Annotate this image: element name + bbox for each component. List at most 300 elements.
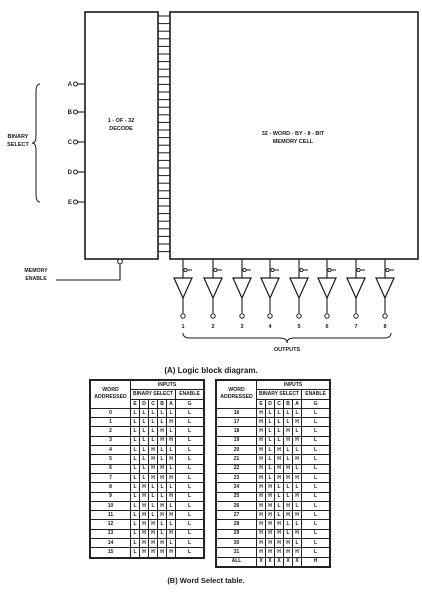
bit-cell: H <box>284 427 293 436</box>
enable-cell: L <box>302 464 330 473</box>
bit-cell: H <box>158 464 167 473</box>
bit-cell: H <box>275 520 284 529</box>
bit-cell: H <box>293 473 302 482</box>
table-row <box>217 529 330 538</box>
word-select-table-left <box>90 380 204 558</box>
decoder-label-line2: DECODE <box>109 126 133 132</box>
table-row <box>91 529 204 538</box>
bit-cell: H <box>149 529 158 538</box>
bit-cell: H <box>140 511 149 520</box>
decoder-label-line1: 1 - OF - 32 <box>107 118 135 124</box>
caption-a: (A) Logic block diagram. <box>164 366 258 375</box>
bit-cell: H <box>275 539 284 548</box>
table-row <box>217 548 330 557</box>
decoder-block <box>85 12 158 259</box>
bit-cell: H <box>140 483 149 492</box>
bit-cell: H <box>293 511 302 520</box>
bit-cell: L <box>149 492 158 501</box>
table-row <box>91 427 204 436</box>
word-cell: 27 <box>217 511 257 520</box>
word-cell: 26 <box>217 501 257 510</box>
table-row <box>217 455 330 464</box>
enable-cell: L <box>176 483 204 492</box>
output-enable-bubble <box>386 268 389 271</box>
word-cell: 11 <box>91 511 131 520</box>
table-row <box>217 483 330 492</box>
bit-cell: L <box>140 436 149 445</box>
bit-cell: L <box>167 520 176 529</box>
bit-cell: L <box>275 492 284 501</box>
header-binary-select: BINARY SELECT <box>257 390 302 399</box>
enable-cell: L <box>302 520 330 529</box>
bit-cell: L <box>266 446 275 455</box>
table-row <box>217 492 330 501</box>
bit-cell: H <box>140 548 149 557</box>
bit-cell: L <box>275 418 284 427</box>
table-row <box>217 464 330 473</box>
output-terminal <box>211 314 215 318</box>
bit-cell: L <box>149 408 158 417</box>
input-label-c: C <box>67 140 72 146</box>
word-cell: 18 <box>217 427 257 436</box>
word-cell: 16 <box>217 408 257 417</box>
bit-cell: L <box>293 483 302 492</box>
bit-cell: H <box>266 520 275 529</box>
bit-cell: L <box>149 501 158 510</box>
bit-cell: L <box>131 446 140 455</box>
bit-cell: H <box>140 539 149 548</box>
bit-cell: H <box>158 548 167 557</box>
table-row <box>217 501 330 510</box>
output-buffer-triangle <box>290 278 308 298</box>
enable-cell: L <box>302 492 330 501</box>
bit-cell: L <box>149 483 158 492</box>
word-cell: 9 <box>91 492 131 501</box>
bit-cell: L <box>131 492 140 501</box>
word-cell: 22 <box>217 464 257 473</box>
bit-cell: H <box>167 492 176 501</box>
memory-enable-label-line2: ENABLE <box>25 276 47 282</box>
word-cell: 2 <box>91 427 131 436</box>
output-terminal <box>297 314 301 318</box>
bit-cell: X <box>293 557 302 566</box>
table-row <box>217 557 330 566</box>
bit-header-d: D <box>266 399 275 408</box>
bit-cell: L <box>275 483 284 492</box>
bit-cell: H <box>257 548 266 557</box>
output-buffer-triangle <box>174 278 192 298</box>
bit-cell: H <box>257 492 266 501</box>
bit-header-b: B <box>284 399 293 408</box>
bit-cell: L <box>266 464 275 473</box>
bit-cell: H <box>257 408 266 417</box>
bit-header-e: E <box>257 399 266 408</box>
output-number-5: 5 <box>297 324 301 330</box>
table-row <box>217 408 330 417</box>
bit-cell: H <box>275 464 284 473</box>
output-enable-bubble <box>271 268 274 271</box>
binary-select-brace <box>32 84 40 202</box>
bit-cell: H <box>167 418 176 427</box>
bit-cell: L <box>167 446 176 455</box>
word-cell: 21 <box>217 455 257 464</box>
bit-cell: L <box>275 436 284 445</box>
bit-cell: L <box>158 492 167 501</box>
bit-cell: H <box>284 511 293 520</box>
bit-cell: H <box>167 436 176 445</box>
bit-cell: X <box>275 557 284 566</box>
bit-header-a: A <box>167 399 176 408</box>
enable-cell: L <box>302 446 330 455</box>
bit-cell: X <box>257 557 266 566</box>
bit-cell: H <box>257 501 266 510</box>
bit-cell: L <box>131 464 140 473</box>
bit-cell: H <box>257 436 266 445</box>
bit-cell: H <box>284 539 293 548</box>
table-row <box>217 446 330 455</box>
table-row <box>91 548 204 557</box>
output-enable-bubble <box>184 268 187 271</box>
bit-cell: L <box>158 529 167 538</box>
bit-cell: L <box>293 446 302 455</box>
bit-cell: L <box>266 408 275 417</box>
bit-cell: L <box>266 418 275 427</box>
input-label-b: B <box>67 110 72 116</box>
bit-cell: L <box>131 511 140 520</box>
bit-cell: L <box>140 464 149 473</box>
bit-cell: H <box>266 539 275 548</box>
enable-cell: L <box>176 464 204 473</box>
bit-cell: H <box>167 548 176 557</box>
bit-cell: H <box>158 511 167 520</box>
enable-cell: L <box>176 539 204 548</box>
enable-cell: L <box>302 501 330 510</box>
header-word-addressed: WORD ADDRESSED <box>91 381 131 409</box>
bit-cell: L <box>284 529 293 538</box>
output-buffer-triangle <box>261 278 279 298</box>
bit-cell: H <box>284 473 293 482</box>
bit-cell: L <box>167 427 176 436</box>
output-number-1: 1 <box>181 324 185 330</box>
table-row <box>217 520 330 529</box>
enable-header-g: G <box>302 399 330 408</box>
bit-cell: L <box>266 473 275 482</box>
table-body-left <box>91 408 204 557</box>
output-buffer-triangle <box>376 278 394 298</box>
bit-cell: H <box>140 501 149 510</box>
word-cell: 30 <box>217 539 257 548</box>
input-label-a: A <box>67 82 72 88</box>
bit-cell: H <box>293 529 302 538</box>
bit-cell: L <box>275 408 284 417</box>
bit-cell: L <box>284 408 293 417</box>
bit-cell: H <box>158 539 167 548</box>
output-terminal <box>354 314 358 318</box>
bit-cell: H <box>257 483 266 492</box>
bit-cell: H <box>257 473 266 482</box>
bit-cell: H <box>266 501 275 510</box>
bit-cell: L <box>293 408 302 417</box>
bit-cell: H <box>257 464 266 473</box>
bit-cell: X <box>284 557 293 566</box>
word-cell: 15 <box>91 548 131 557</box>
bit-cell: L <box>140 427 149 436</box>
bit-cell: L <box>284 418 293 427</box>
binary-select-inputs <box>32 82 85 206</box>
bit-cell: H <box>167 511 176 520</box>
table-row <box>91 492 204 501</box>
bit-cell: L <box>266 436 275 445</box>
bit-cell: H <box>293 455 302 464</box>
word-cell: 17 <box>217 418 257 427</box>
enable-cell: L <box>302 511 330 520</box>
bit-cell: H <box>275 529 284 538</box>
bit-cell: H <box>293 492 302 501</box>
bit-cell: L <box>167 464 176 473</box>
memory-enable-inverter-bubble <box>118 259 123 264</box>
bit-cell: L <box>131 548 140 557</box>
output-buffer-triangle <box>318 278 336 298</box>
input-terminal <box>74 110 78 114</box>
output-enable-bubble <box>328 268 331 271</box>
output-buffer-triangle <box>204 278 222 298</box>
output-terminal <box>181 314 185 318</box>
bit-cell: H <box>284 548 293 557</box>
outputs-brace <box>183 333 391 343</box>
bit-cell: H <box>167 455 176 464</box>
output-enable-bubble <box>300 268 303 271</box>
enable-cell: L <box>302 539 330 548</box>
enable-cell: H <box>302 557 330 566</box>
output-terminal <box>325 314 329 318</box>
output-buffer-triangle <box>233 278 251 298</box>
bit-cell: H <box>149 473 158 482</box>
table-row <box>91 418 204 427</box>
word-cell: 13 <box>91 529 131 538</box>
enable-cell: L <box>176 492 204 501</box>
bit-cell: H <box>275 446 284 455</box>
word-cell: 6 <box>91 464 131 473</box>
bit-cell: H <box>257 455 266 464</box>
output-number-3: 3 <box>240 324 244 330</box>
word-cell: 5 <box>91 455 131 464</box>
bit-cell: H <box>275 473 284 482</box>
table-row <box>217 539 330 548</box>
output-buffers <box>174 259 394 330</box>
output-enable-bubble <box>357 268 360 271</box>
bit-cell: L <box>275 501 284 510</box>
bit-cell: H <box>257 511 266 520</box>
enable-cell: L <box>176 511 204 520</box>
output-terminal <box>268 314 272 318</box>
word-cell: 1 <box>91 418 131 427</box>
word-cell: 20 <box>217 446 257 455</box>
input-terminal <box>74 140 78 144</box>
word-cell: 25 <box>217 492 257 501</box>
bit-cell: L <box>131 529 140 538</box>
bit-cell: L <box>167 408 176 417</box>
memory-enable-line <box>56 264 120 280</box>
word-cell: 8 <box>91 483 131 492</box>
bit-cell: L <box>131 539 140 548</box>
bit-cell: L <box>293 539 302 548</box>
word-cell: 29 <box>217 529 257 538</box>
bit-cell: H <box>266 529 275 538</box>
input-terminal <box>74 200 78 204</box>
output-enable-bubble <box>214 268 217 271</box>
bit-cell: H <box>167 529 176 538</box>
enable-cell: L <box>302 418 330 427</box>
output-number-2: 2 <box>211 324 215 330</box>
output-terminal <box>240 314 244 318</box>
bit-cell: H <box>284 436 293 445</box>
outputs-label: OUTPUTS <box>273 347 301 353</box>
bit-cell: H <box>257 446 266 455</box>
bit-cell: H <box>266 483 275 492</box>
bit-cell: L <box>149 427 158 436</box>
binary-select-label-line2: SELECT <box>7 142 29 148</box>
bit-cell: L <box>293 520 302 529</box>
table-row <box>91 436 204 445</box>
bit-cell: L <box>293 464 302 473</box>
output-number-4: 4 <box>268 324 272 330</box>
bit-cell: H <box>149 446 158 455</box>
bit-cell: L <box>131 436 140 445</box>
bit-cell: L <box>131 483 140 492</box>
enable-cell: L <box>302 548 330 557</box>
bit-cell: L <box>131 473 140 482</box>
header-inputs: INPUTS <box>131 381 204 390</box>
bit-header-d: D <box>140 399 149 408</box>
word-cell: 0 <box>91 408 131 417</box>
bit-cell: H <box>257 427 266 436</box>
memory-label-line2: MEMORY CELL <box>272 139 314 145</box>
bit-cell: H <box>158 427 167 436</box>
word-cell: ALL <box>217 557 257 566</box>
bit-cell: L <box>149 511 158 520</box>
enable-cell: L <box>176 408 204 417</box>
table-row <box>217 473 330 482</box>
bit-cell: L <box>158 455 167 464</box>
bit-cell: L <box>284 446 293 455</box>
bit-cell: H <box>293 418 302 427</box>
bit-cell: L <box>284 455 293 464</box>
bit-cell: L <box>140 473 149 482</box>
bit-cell: H <box>149 548 158 557</box>
enable-cell: L <box>302 427 330 436</box>
word-cell: 23 <box>217 473 257 482</box>
bit-cell: H <box>275 548 284 557</box>
table-row <box>217 418 330 427</box>
enable-cell: L <box>302 436 330 445</box>
bit-cell: L <box>158 446 167 455</box>
bit-cell: L <box>131 418 140 427</box>
header-binary-select: BINARY SELECT <box>131 390 176 399</box>
table-row <box>91 473 204 482</box>
binary-select-label-line1: BINARY <box>7 134 29 140</box>
decode-lines <box>158 16 170 252</box>
word-cell: 4 <box>91 446 131 455</box>
enable-cell: L <box>176 446 204 455</box>
input-label-d: D <box>67 170 72 176</box>
word-cell: 10 <box>91 501 131 510</box>
caption-b: (B) Word Select table. <box>167 576 245 585</box>
bit-cell: L <box>131 455 140 464</box>
enable-header-g: G <box>176 399 204 408</box>
bit-header-a: A <box>293 399 302 408</box>
bit-cell: L <box>293 427 302 436</box>
word-cell: 12 <box>91 520 131 529</box>
bit-cell: H <box>257 418 266 427</box>
bit-cell: L <box>266 427 275 436</box>
header-inputs: INPUTS <box>257 381 330 390</box>
header-word-addressed: WORD ADDRESSED <box>217 381 257 409</box>
word-cell: 14 <box>91 539 131 548</box>
output-number-7: 7 <box>354 324 358 330</box>
bit-cell: L <box>293 501 302 510</box>
bit-cell: H <box>266 548 275 557</box>
header-enable: ENABLE <box>176 390 204 399</box>
bit-cell: H <box>293 548 302 557</box>
table-row <box>91 408 204 417</box>
bit-cell: L <box>158 520 167 529</box>
table-row <box>91 483 204 492</box>
output-enable-bubble <box>243 268 246 271</box>
enable-cell: L <box>302 483 330 492</box>
output-terminal <box>383 314 387 318</box>
bit-cell: L <box>158 483 167 492</box>
header-enable: ENABLE <box>302 390 330 399</box>
bit-cell: L <box>140 408 149 417</box>
bit-cell: L <box>275 511 284 520</box>
bit-cell: H <box>284 464 293 473</box>
bit-cell: H <box>158 473 167 482</box>
enable-cell: L <box>176 473 204 482</box>
memory-enable-label-line1: MEMORY <box>24 268 48 274</box>
bit-cell: L <box>131 520 140 529</box>
bit-cell: L <box>167 501 176 510</box>
enable-cell: L <box>176 548 204 557</box>
bit-header-c: C <box>275 399 284 408</box>
bit-cell: H <box>149 520 158 529</box>
bit-cell: H <box>158 501 167 510</box>
word-cell: 24 <box>217 483 257 492</box>
word-cell: 19 <box>217 436 257 445</box>
output-number-6: 6 <box>325 324 329 330</box>
table-row <box>91 539 204 548</box>
bit-cell: H <box>257 529 266 538</box>
bit-cell: H <box>149 464 158 473</box>
memory-label-line1: 32 - WORD - BY - 8 - BIT <box>261 131 325 137</box>
word-select-table-right <box>216 380 330 567</box>
bit-cell: H <box>140 529 149 538</box>
bit-cell: H <box>266 511 275 520</box>
bit-header-b: B <box>158 399 167 408</box>
enable-cell: L <box>176 501 204 510</box>
bit-cell: L <box>284 492 293 501</box>
bit-cell: H <box>257 539 266 548</box>
enable-cell: L <box>176 436 204 445</box>
bit-cell: H <box>167 473 176 482</box>
table-row <box>217 436 330 445</box>
bit-cell: H <box>140 520 149 529</box>
word-cell: 28 <box>217 520 257 529</box>
bit-cell: H <box>158 436 167 445</box>
enable-cell: L <box>176 520 204 529</box>
bit-header-c: C <box>149 399 158 408</box>
enable-cell: L <box>176 455 204 464</box>
bit-cell: H <box>293 436 302 445</box>
